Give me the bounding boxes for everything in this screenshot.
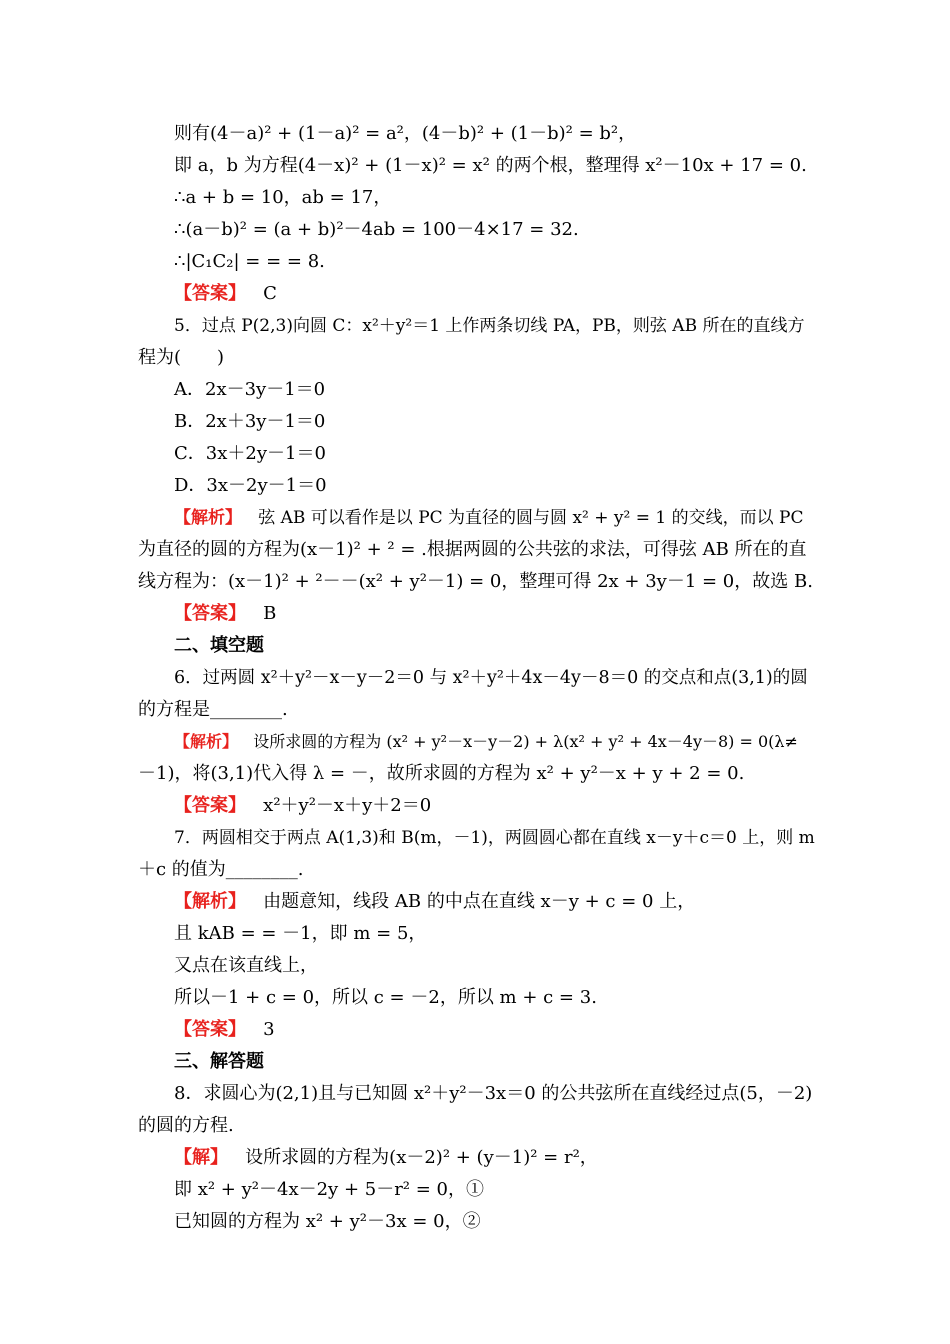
text-line: 则有(4－a)² + (1－a)² = a²，(4－b)² + (1－b)² = b²，	[174, 123, 637, 144]
section-heading: 三、解答题	[174, 1051, 264, 1072]
option-d: D．3x－2y－1＝0	[174, 475, 327, 496]
text-line: 线方程为：(x－1)² + ²－－(x² + y²－1) = 0，整理可得 2x + 3y－1 = 0，故选 B.	[138, 571, 813, 592]
option-c: C．3x＋2y－1＝0	[174, 443, 326, 464]
text-line: ∴(a－b)² = (a + b)²－4ab = 100－4×17 = 32.	[174, 219, 579, 240]
question-line: ＋c 的值为________.	[138, 859, 304, 880]
analysis-tag: 【解析】	[174, 732, 239, 751]
option-b: B．2x＋3y－1＝0	[174, 411, 326, 432]
question-line: 6．过两圆 x²＋y²－x－y－2＝0 与 x²＋y²＋4x－4y－8＝0 的交点和点(3,1)的圆	[174, 668, 808, 688]
solution-line: 【解】 设所求圆的方程为(x－2)² + (y－1)² = r²，	[174, 1147, 598, 1168]
text-line: 又点在该直线上，	[174, 955, 318, 976]
text-line: ∴a + b = 10，ab = 17，	[174, 187, 392, 208]
answer-tag: 【答案】	[174, 283, 246, 304]
analysis-line: 【解析】 弦 AB 可以看作是以 PC 为直径的圆与圆 x² + y² = 1 的交线，而以 PC	[174, 508, 804, 528]
text-line: －1)，将(3,1)代入得 λ = －，故所求圆的方程为 x² + y²－x + y + 2 = 0.	[138, 763, 745, 784]
answer-tag: 【答案】	[174, 603, 246, 624]
question-line: 7．两圆相交于两点 A(1,3)和 B(m，－1)，两圆圆心都在直线 x－y＋c＝0 上，则 m	[174, 828, 815, 848]
solution-tag: 【解】	[174, 1147, 228, 1168]
question-line: 5．过点 P(2,3)向圆 C：x²＋y²＝1 上作两条切线 PA，PB，则弦 AB 所在的直线方	[174, 316, 805, 336]
question-line: 程为( )	[138, 347, 225, 368]
section-heading: 二、填空题	[174, 635, 264, 656]
answer-tag: 【答案】	[174, 1019, 246, 1040]
answer-line: 【答案】 x²＋y²－x＋y＋2＝0	[174, 795, 432, 816]
question-line: 的圆的方程.	[138, 1115, 234, 1136]
analysis-line: 【解析】 设所求圆的方程为 (x² + y²－x－y－2) + λ(x² + y² + 4x－4y－8) = 0(λ≠	[174, 732, 798, 751]
text-line: 为直径的圆的方程为(x－1)² + ² = .根据两圆的公共弦的求法，可得弦 AB 所在的直	[138, 539, 807, 560]
text-line: 即 a，b 为方程(4－x)² + (1－x)² = x² 的两个根，整理得 x²－10x + 17 = 0.	[174, 155, 807, 176]
text-line: ∴|C₁C₂| = = = 8.	[174, 251, 325, 272]
question-line: 的方程是________.	[138, 699, 288, 720]
text-line: 即 x² + y²－4x－2y + 5－r² = 0，①	[174, 1179, 484, 1200]
question-line: 8．求圆心为(2,1)且与已知圆 x²＋y²－3x＝0 的公共弦所在直线经过点(5，－2)	[174, 1083, 813, 1104]
answer-line: 【答案】 C	[174, 283, 277, 304]
text-line: 已知圆的方程为 x² + y²－3x = 0，②	[174, 1211, 481, 1232]
text-line: 且 kAB = = －1，即 m = 5，	[174, 923, 427, 944]
answer-line: 【答案】 3	[174, 1019, 275, 1040]
analysis-tag: 【解析】	[174, 891, 246, 912]
option-a: A．2x－3y－1＝0	[174, 379, 326, 400]
answer-line: 【答案】 B	[174, 603, 277, 624]
analysis-tag: 【解析】	[174, 508, 242, 528]
analysis-line: 【解析】 由题意知，线段 AB 的中点在直线 x－y + c = 0 上，	[174, 891, 696, 912]
answer-tag: 【答案】	[174, 795, 246, 816]
text-line: 所以－1 + c = 0，所以 c = －2，所以 m + c = 3.	[174, 987, 597, 1008]
